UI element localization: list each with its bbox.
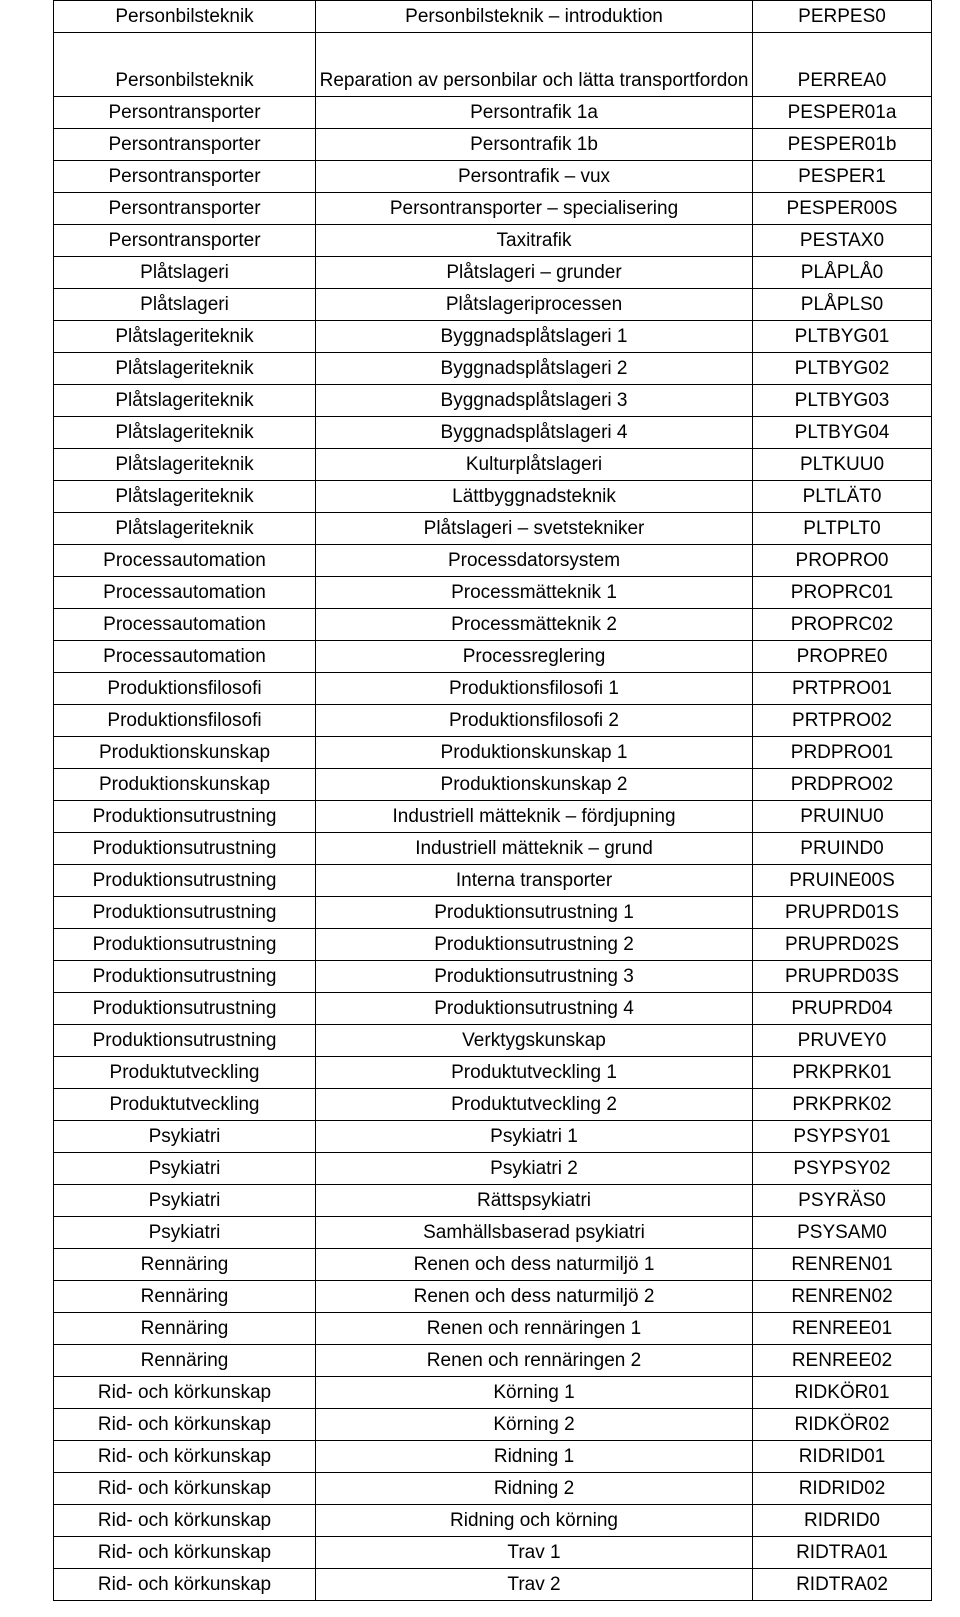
course-cell: Produktutveckling 1 bbox=[316, 1057, 753, 1089]
table-row bbox=[54, 1153, 932, 1185]
table-row bbox=[54, 1345, 932, 1377]
subject-cell: Processautomation bbox=[54, 577, 316, 609]
course-cell: Byggnadsplåtslageri 2 bbox=[316, 353, 753, 385]
code-cell: PRUPRD01S bbox=[753, 897, 932, 929]
table-row bbox=[54, 417, 932, 449]
code-cell: RIDRID02 bbox=[753, 1473, 932, 1505]
code-cell: PLTKUU0 bbox=[753, 449, 932, 481]
subject-cell: Rennäring bbox=[54, 1281, 316, 1313]
code-cell: RIDTRA01 bbox=[753, 1537, 932, 1569]
code-cell: PESPER01a bbox=[753, 97, 932, 129]
table-row bbox=[54, 513, 932, 545]
table-row bbox=[54, 865, 932, 897]
table-row bbox=[54, 225, 932, 257]
table-row bbox=[54, 1057, 932, 1089]
subject-cell: Produktionsutrustning bbox=[54, 897, 316, 929]
code-cell: RENREE02 bbox=[753, 1345, 932, 1377]
table-row bbox=[54, 97, 932, 129]
subject-cell: Rid- och körkunskap bbox=[54, 1409, 316, 1441]
course-cell: Produktionsutrustning 1 bbox=[316, 897, 753, 929]
course-cell: Ridning 2 bbox=[316, 1473, 753, 1505]
course-cell: Taxitrafik bbox=[316, 225, 753, 257]
subject-cell: Persontransporter bbox=[54, 225, 316, 257]
table-row bbox=[54, 1249, 932, 1281]
table-row bbox=[54, 897, 932, 929]
course-cell: Renen och dess naturmiljö 2 bbox=[316, 1281, 753, 1313]
code-cell: PERREA0 bbox=[753, 33, 932, 97]
course-cell: Körning 2 bbox=[316, 1409, 753, 1441]
code-cell: PLTBYG03 bbox=[753, 385, 932, 417]
table-row bbox=[54, 673, 932, 705]
code-cell: PRTPRO01 bbox=[753, 673, 932, 705]
course-cell: Processdatorsystem bbox=[316, 545, 753, 577]
course-cell: Plåtslageri – grunder bbox=[316, 257, 753, 289]
subject-cell: Produktionsutrustning bbox=[54, 993, 316, 1025]
table-row bbox=[54, 1, 932, 33]
subject-cell: Produktutveckling bbox=[54, 1057, 316, 1089]
code-cell: RIDRID01 bbox=[753, 1441, 932, 1473]
course-cell: Renen och rennäringen 2 bbox=[316, 1345, 753, 1377]
table-row bbox=[54, 1313, 932, 1345]
subject-cell: Rid- och körkunskap bbox=[54, 1505, 316, 1537]
code-cell: PRDPRO02 bbox=[753, 769, 932, 801]
table-row bbox=[54, 961, 932, 993]
table-row bbox=[54, 321, 932, 353]
subject-cell: Psykiatri bbox=[54, 1153, 316, 1185]
course-cell: Produktionskunskap 2 bbox=[316, 769, 753, 801]
code-cell: PLTBYG01 bbox=[753, 321, 932, 353]
code-cell: PESPER01b bbox=[753, 129, 932, 161]
course-cell: Psykiatri 1 bbox=[316, 1121, 753, 1153]
subject-cell: Rid- och körkunskap bbox=[54, 1537, 316, 1569]
code-cell: RENREE01 bbox=[753, 1313, 932, 1345]
course-cell: Produktionsfilosofi 1 bbox=[316, 673, 753, 705]
subject-cell: Rennäring bbox=[54, 1313, 316, 1345]
course-table-container bbox=[53, 0, 931, 1601]
code-cell: RENREN01 bbox=[753, 1249, 932, 1281]
course-table bbox=[53, 0, 932, 1601]
table-row bbox=[54, 1441, 932, 1473]
course-cell: Produktutveckling 2 bbox=[316, 1089, 753, 1121]
code-cell: PRUINU0 bbox=[753, 801, 932, 833]
subject-cell: Processautomation bbox=[54, 641, 316, 673]
subject-cell: Produktionskunskap bbox=[54, 769, 316, 801]
subject-cell: Rid- och körkunskap bbox=[54, 1569, 316, 1601]
subject-cell: Processautomation bbox=[54, 545, 316, 577]
code-cell: PRUPRD02S bbox=[753, 929, 932, 961]
subject-cell: Plåtslageri bbox=[54, 289, 316, 321]
table-row bbox=[54, 289, 932, 321]
table-row bbox=[54, 385, 932, 417]
course-cell: Reparation av personbilar och lätta transportfordon bbox=[316, 33, 753, 97]
subject-cell: Plåtslageriteknik bbox=[54, 513, 316, 545]
code-cell: PSYPSY02 bbox=[753, 1153, 932, 1185]
table-row bbox=[54, 769, 932, 801]
course-cell: Trav 1 bbox=[316, 1537, 753, 1569]
code-cell: PSYPSY01 bbox=[753, 1121, 932, 1153]
subject-cell: Produktionsutrustning bbox=[54, 833, 316, 865]
code-cell: PERPES0 bbox=[753, 1, 932, 33]
table-row bbox=[54, 833, 932, 865]
table-row bbox=[54, 193, 932, 225]
code-cell: RIDTRA02 bbox=[753, 1569, 932, 1601]
table-row bbox=[54, 1569, 932, 1601]
course-cell: Renen och dess naturmiljö 1 bbox=[316, 1249, 753, 1281]
subject-cell: Produktionsutrustning bbox=[54, 929, 316, 961]
course-cell: Ridning och körning bbox=[316, 1505, 753, 1537]
course-cell: Kulturplåtslageri bbox=[316, 449, 753, 481]
subject-cell: Produktionsutrustning bbox=[54, 1025, 316, 1057]
code-cell: PRUINE00S bbox=[753, 865, 932, 897]
course-cell: Persontrafik – vux bbox=[316, 161, 753, 193]
course-cell: Persontrafik 1b bbox=[316, 129, 753, 161]
course-cell: Personbilsteknik – introduktion bbox=[316, 1, 753, 33]
table-row bbox=[54, 737, 932, 769]
course-cell: Körning 1 bbox=[316, 1377, 753, 1409]
subject-cell: Processautomation bbox=[54, 609, 316, 641]
code-cell: PSYRÄS0 bbox=[753, 1185, 932, 1217]
code-cell: PLTPLT0 bbox=[753, 513, 932, 545]
subject-cell: Plåtslageriteknik bbox=[54, 449, 316, 481]
code-cell: PROPRC02 bbox=[753, 609, 932, 641]
code-cell: PLÅPLS0 bbox=[753, 289, 932, 321]
table-row bbox=[54, 257, 932, 289]
subject-cell: Persontransporter bbox=[54, 161, 316, 193]
code-cell: RIDKÖR01 bbox=[753, 1377, 932, 1409]
table-row bbox=[54, 609, 932, 641]
course-cell: Byggnadsplåtslageri 1 bbox=[316, 321, 753, 353]
course-cell: Produktionsfilosofi 2 bbox=[316, 705, 753, 737]
code-cell: PLTBYG04 bbox=[753, 417, 932, 449]
course-cell: Plåtslageri – svetstekniker bbox=[316, 513, 753, 545]
table-row bbox=[54, 641, 932, 673]
table-row bbox=[54, 1473, 932, 1505]
subject-cell: Produktionsutrustning bbox=[54, 801, 316, 833]
course-cell: Interna transporter bbox=[316, 865, 753, 897]
subject-cell: Psykiatri bbox=[54, 1185, 316, 1217]
course-cell: Renen och rennäringen 1 bbox=[316, 1313, 753, 1345]
table-row bbox=[54, 545, 932, 577]
table-row bbox=[54, 1089, 932, 1121]
table-row bbox=[54, 1217, 932, 1249]
code-cell: PRDPRO01 bbox=[753, 737, 932, 769]
subject-cell: Psykiatri bbox=[54, 1217, 316, 1249]
course-cell: Psykiatri 2 bbox=[316, 1153, 753, 1185]
table-row bbox=[54, 449, 932, 481]
code-cell: PROPRC01 bbox=[753, 577, 932, 609]
course-cell: Produktionskunskap 1 bbox=[316, 737, 753, 769]
subject-cell: Plåtslageriteknik bbox=[54, 385, 316, 417]
code-cell: PRUIND0 bbox=[753, 833, 932, 865]
subject-cell: Personbilsteknik bbox=[54, 1, 316, 33]
code-cell: PESPER00S bbox=[753, 193, 932, 225]
subject-cell: Plåtslageriteknik bbox=[54, 481, 316, 513]
course-cell: Verktygskunskap bbox=[316, 1025, 753, 1057]
subject-cell: Produktutveckling bbox=[54, 1089, 316, 1121]
course-cell: Trav 2 bbox=[316, 1569, 753, 1601]
course-cell: Industriell mätteknik – fördjupning bbox=[316, 801, 753, 833]
course-cell: Processmätteknik 1 bbox=[316, 577, 753, 609]
table-row bbox=[54, 481, 932, 513]
subject-cell: Produktionsutrustning bbox=[54, 961, 316, 993]
table-row bbox=[54, 1537, 932, 1569]
course-table-body bbox=[54, 1, 932, 1601]
subject-cell: Persontransporter bbox=[54, 193, 316, 225]
table-row bbox=[54, 161, 932, 193]
subject-cell: Produktionsfilosofi bbox=[54, 673, 316, 705]
code-cell: PESTAX0 bbox=[753, 225, 932, 257]
table-row bbox=[54, 1185, 932, 1217]
subject-cell: Rid- och körkunskap bbox=[54, 1473, 316, 1505]
table-row bbox=[54, 1409, 932, 1441]
subject-cell: Produktionsutrustning bbox=[54, 865, 316, 897]
table-row bbox=[54, 577, 932, 609]
course-cell: Produktionsutrustning 4 bbox=[316, 993, 753, 1025]
subject-cell: Rid- och körkunskap bbox=[54, 1441, 316, 1473]
course-cell: Processreglering bbox=[316, 641, 753, 673]
subject-cell: Rid- och körkunskap bbox=[54, 1377, 316, 1409]
code-cell: PESPER1 bbox=[753, 161, 932, 193]
course-cell: Plåtslageriprocessen bbox=[316, 289, 753, 321]
code-cell: PRTPRO02 bbox=[753, 705, 932, 737]
table-row bbox=[54, 1025, 932, 1057]
subject-cell: Persontransporter bbox=[54, 97, 316, 129]
subject-cell: Persontransporter bbox=[54, 129, 316, 161]
course-cell: Produktionsutrustning 2 bbox=[316, 929, 753, 961]
code-cell: PRUPRD03S bbox=[753, 961, 932, 993]
table-row bbox=[54, 1121, 932, 1153]
table-row bbox=[54, 1281, 932, 1313]
table-row bbox=[54, 33, 932, 97]
code-cell: PLTLÄT0 bbox=[753, 481, 932, 513]
subject-cell: Plåtslageriteknik bbox=[54, 321, 316, 353]
table-row bbox=[54, 129, 932, 161]
code-cell: RENREN02 bbox=[753, 1281, 932, 1313]
code-cell: PRUVEY0 bbox=[753, 1025, 932, 1057]
code-cell: PRKPRK01 bbox=[753, 1057, 932, 1089]
code-cell: RIDRID0 bbox=[753, 1505, 932, 1537]
table-row bbox=[54, 1377, 932, 1409]
course-cell: Lättbyggnadsteknik bbox=[316, 481, 753, 513]
subject-cell: Plåtslageri bbox=[54, 257, 316, 289]
course-cell: Byggnadsplåtslageri 3 bbox=[316, 385, 753, 417]
subject-cell: Plåtslageriteknik bbox=[54, 353, 316, 385]
table-row bbox=[54, 705, 932, 737]
table-row bbox=[54, 929, 932, 961]
subject-cell: Rennäring bbox=[54, 1249, 316, 1281]
code-cell: PRUPRD04 bbox=[753, 993, 932, 1025]
course-cell: Rättspsykiatri bbox=[316, 1185, 753, 1217]
course-cell: Produktionsutrustning 3 bbox=[316, 961, 753, 993]
course-cell: Samhällsbaserad psykiatri bbox=[316, 1217, 753, 1249]
subject-cell: Psykiatri bbox=[54, 1121, 316, 1153]
code-cell: PLÅPLÅ0 bbox=[753, 257, 932, 289]
table-row bbox=[54, 353, 932, 385]
subject-cell: Rennäring bbox=[54, 1345, 316, 1377]
code-cell: PSYSAM0 bbox=[753, 1217, 932, 1249]
code-cell: PRKPRK02 bbox=[753, 1089, 932, 1121]
table-row bbox=[54, 993, 932, 1025]
course-cell: Ridning 1 bbox=[316, 1441, 753, 1473]
subject-cell: Plåtslageriteknik bbox=[54, 417, 316, 449]
subject-cell: Produktionsfilosofi bbox=[54, 705, 316, 737]
course-cell: Industriell mätteknik – grund bbox=[316, 833, 753, 865]
code-cell: PROPRE0 bbox=[753, 641, 932, 673]
course-cell: Processmätteknik 2 bbox=[316, 609, 753, 641]
subject-cell: Produktionskunskap bbox=[54, 737, 316, 769]
course-cell: Persontransporter – specialisering bbox=[316, 193, 753, 225]
code-cell: PLTBYG02 bbox=[753, 353, 932, 385]
table-row bbox=[54, 1505, 932, 1537]
table-row bbox=[54, 801, 932, 833]
code-cell: PROPRO0 bbox=[753, 545, 932, 577]
course-cell: Byggnadsplåtslageri 4 bbox=[316, 417, 753, 449]
code-cell: RIDKÖR02 bbox=[753, 1409, 932, 1441]
subject-cell: Personbilsteknik bbox=[54, 33, 316, 97]
course-cell: Persontrafik 1a bbox=[316, 97, 753, 129]
